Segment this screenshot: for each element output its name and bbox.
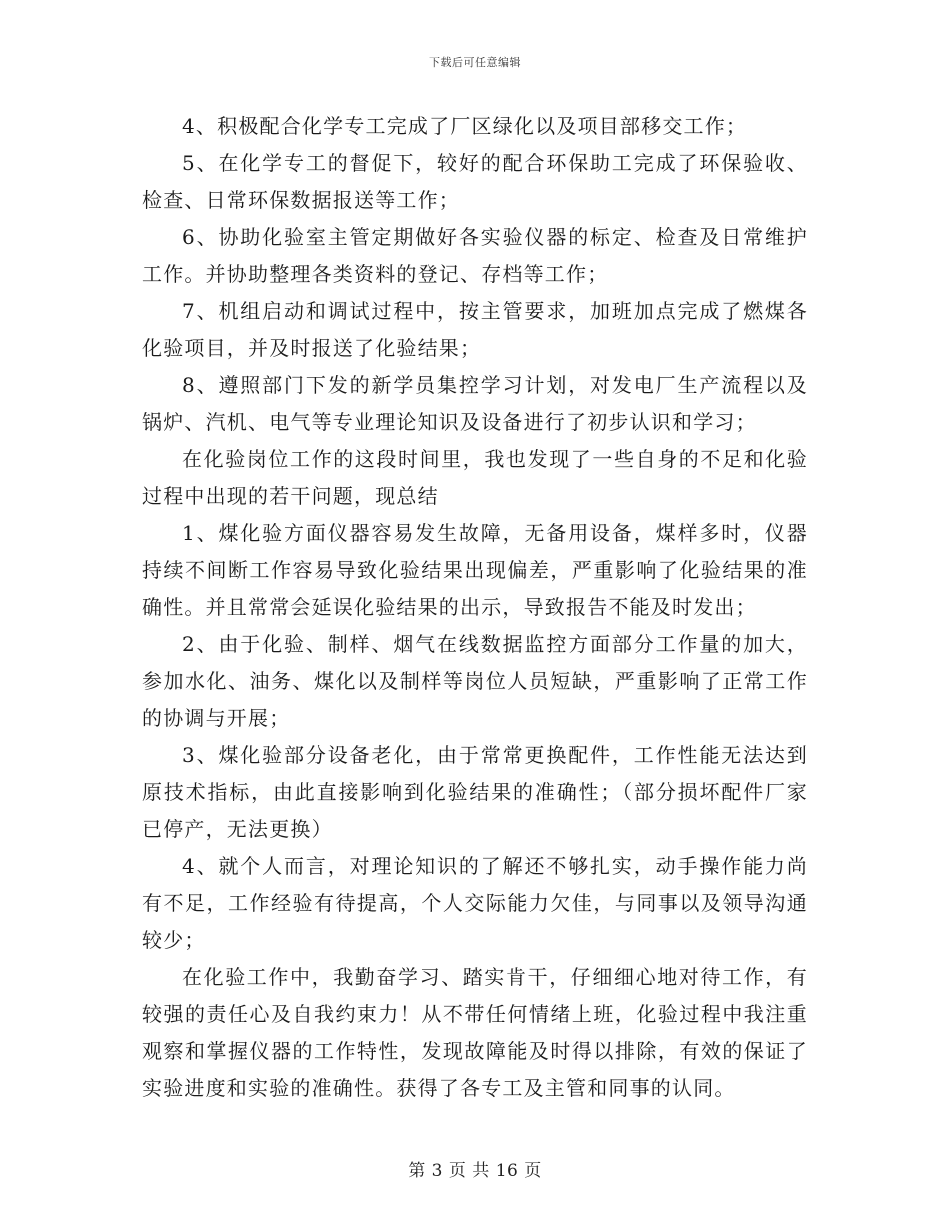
paragraph-item-5: 5、在化学专工的督促下，较好的配合环保助工完成了环保验收、检查、日常环保数据报送等工作； <box>142 151 808 212</box>
paragraph-item-8: 8、遵照部门下发的新学员集控学习计划，对发电厂生产流程以及锅炉、汽机、电气等专业理论知识及设备进行了初步认识和学习； <box>142 373 808 434</box>
page-footer <box>0 1156 950 1181</box>
paragraph-problem-2: 2、由于化验、制样、烟气在线数据监控方面部分工作量的加大，参加水化、油务、煤化以及制样等岗位人员短缺，严重影响了正常工作的协调与开展； <box>142 632 808 730</box>
paragraph-problem-4: 4、就个人而言，对理论知识的了解还不够扎实，动手操作能力尚有不足，工作经验有待提高，个人交际能力欠佳，与同事以及领导沟通较少； <box>142 854 808 952</box>
document-body <box>142 108 808 1107</box>
paragraph-problem-3: 3、煤化验部分设备老化，由于常常更换配件，工作性能无法达到原技术指标，由此直接影响到化验结果的准确性；（部分损坏配件厂家已停产，无法更换） <box>142 743 808 841</box>
paragraph-item-7: 7、机组启动和调试过程中，按主管要求，加班加点完成了燃煤各化验项目，并及时报送了化验结果； <box>142 299 808 360</box>
paragraph-summary-intro: 在化验岗位工作的这段时间里，我也发现了一些自身的不足和化验过程中出现的若干问题，现总结 <box>142 447 808 508</box>
paragraph-problem-1: 1、煤化验方面仪器容易发生故障，无备用设备，煤样多时，仪器持续不间断工作容易导致化验结果出现偏差，严重影响了化验结果的准确性。并且常常会延误化验结果的出示，导致报告不能及时发出； <box>142 521 808 619</box>
page-number: 第 3 页 共 16 页 <box>408 1161 542 1181</box>
paragraph-conclusion: 在化验工作中，我勤奋学习、踏实肯干，仔细细心地对待工作，有较强的责任心及自我约束力！从不带任何情绪上班，化验过程中我注重观察和掌握仪器的工作特性，发现故障能及时得以排除，有效的保证了实验进度和实验的准确性。获得了各专工及主管和同事的认同。 <box>142 965 808 1100</box>
paragraph-item-6: 6、协助化验室主管定期做好各实验仪器的标定、检查及日常维护工作。并协助整理各类资料的登记、存档等工作； <box>142 225 808 286</box>
paragraph-item-4: 4、积极配合化学专工完成了厂区绿化以及项目部移交工作； <box>182 114 748 138</box>
page-header: 下载后可任意编辑 <box>429 56 521 69</box>
